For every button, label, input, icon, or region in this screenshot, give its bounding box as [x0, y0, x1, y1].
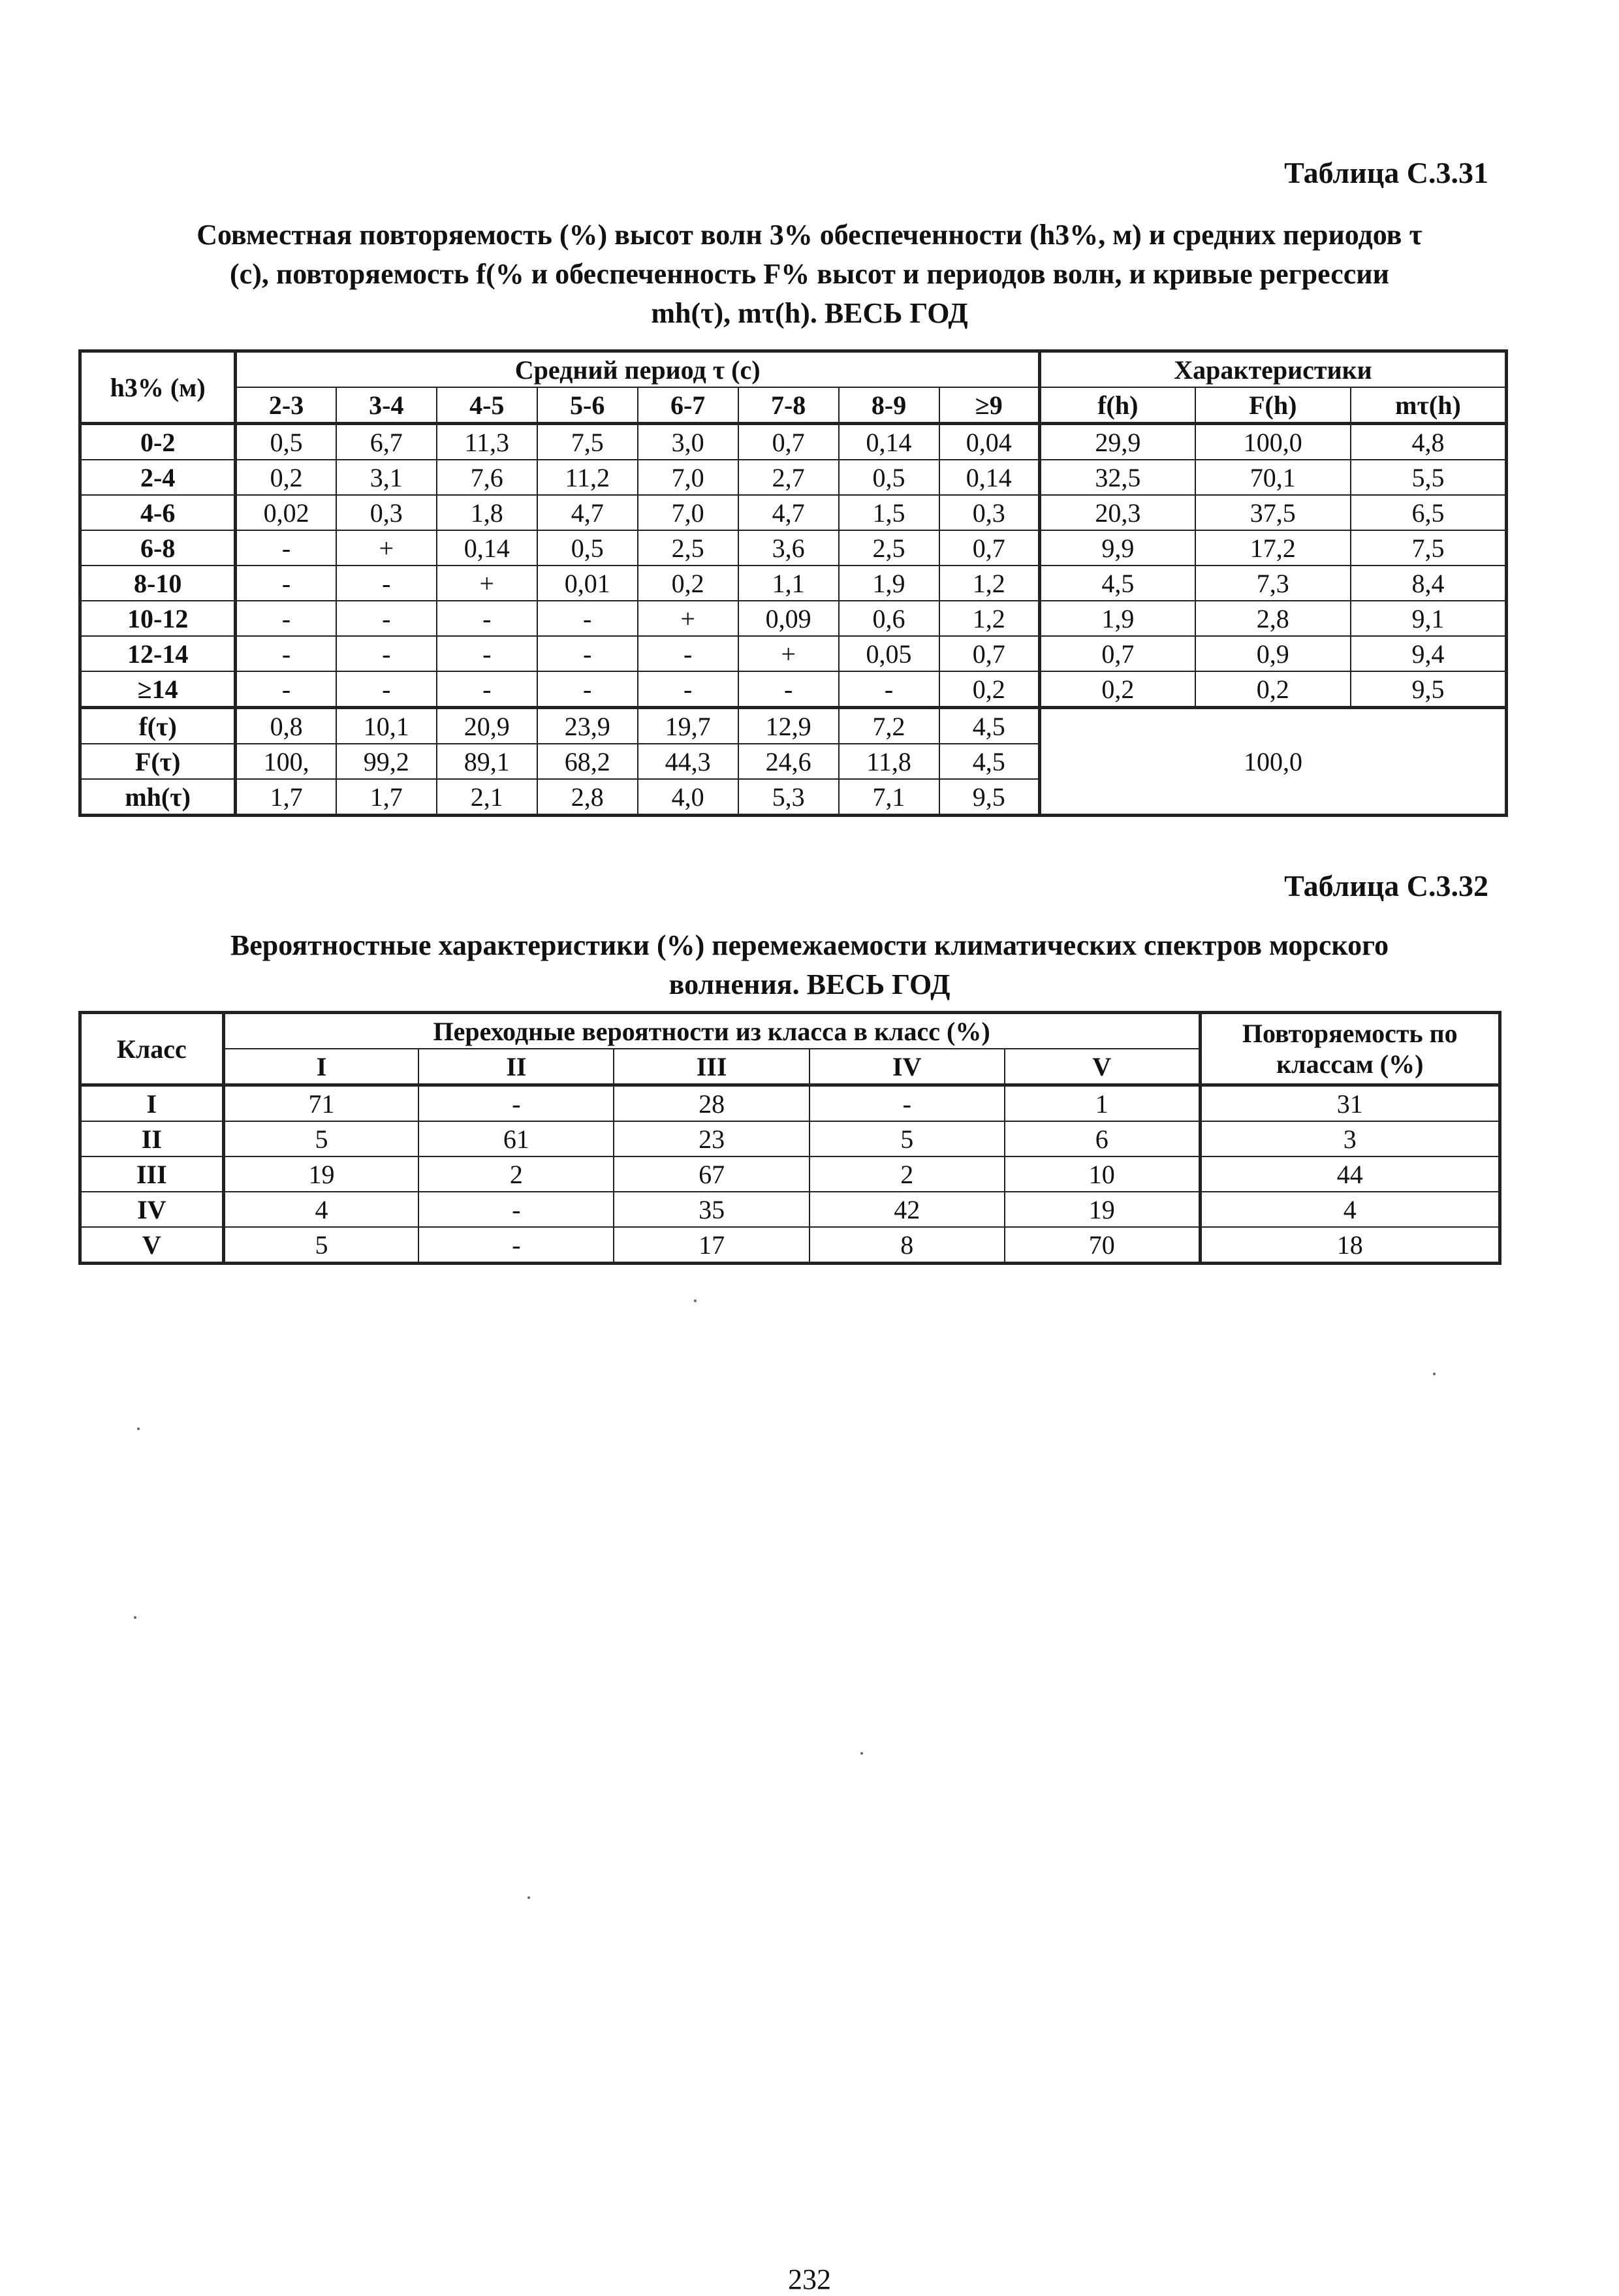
- summary-cell: 23,9: [537, 708, 638, 744]
- summary-row-label: f(τ): [80, 708, 236, 744]
- summary-cell: 7,2: [839, 708, 939, 744]
- frequency-cell: 1,9: [839, 566, 939, 601]
- frequency-cell: 0,2: [939, 671, 1040, 708]
- table2-class-header: Класс: [80, 1013, 224, 1085]
- frequency-cell: 7,0: [638, 460, 738, 495]
- table-row: [80, 636, 1507, 671]
- characteristic-cell: 9,1: [1351, 601, 1507, 636]
- characteristic-cell: 2,8: [1195, 601, 1351, 636]
- height-range-label: 4-6: [80, 495, 236, 530]
- summary-cell: 20,9: [437, 708, 537, 744]
- characteristic-cell: 7,5: [1351, 530, 1507, 566]
- period-column-header: ≥9: [939, 387, 1040, 424]
- frequency-cell: -: [437, 671, 537, 708]
- characteristic-cell: 70,1: [1195, 460, 1351, 495]
- height-range-label: 0-2: [80, 424, 236, 460]
- transition-probability-cell: 67: [614, 1156, 809, 1192]
- table-row: [80, 530, 1507, 566]
- frequency-cell: 1,2: [939, 566, 1040, 601]
- class-label: I: [80, 1085, 224, 1122]
- frequency-cell: -: [236, 566, 336, 601]
- frequency-cell: 0,14: [437, 530, 537, 566]
- frequency-cell: 1,8: [437, 495, 537, 530]
- frequency-cell: -: [638, 636, 738, 671]
- transition-probability-cell: 5: [810, 1121, 1005, 1156]
- frequency-cell: -: [236, 601, 336, 636]
- frequency-cell: 0,2: [236, 460, 336, 495]
- summary-cell: 5,3: [738, 779, 839, 816]
- transition-probability-cell: 17: [614, 1227, 809, 1264]
- characteristic-cell: 4,8: [1351, 424, 1507, 460]
- table-row: [80, 671, 1507, 708]
- frequency-cell: 4,7: [537, 495, 638, 530]
- frequency-cell: -: [336, 636, 437, 671]
- table2-caption-line: Вероятностные характеристики (%) перемежаемости климатических спектров морского: [230, 929, 1389, 961]
- table2-caption: [78, 926, 1541, 1004]
- summary-row-label: F(τ): [80, 744, 236, 779]
- class-label: V: [80, 1227, 224, 1264]
- frequency-cell: 0,02: [236, 495, 336, 530]
- frequency-cell: -: [236, 671, 336, 708]
- frequency-cell: -: [236, 530, 336, 566]
- class-column-header: III: [614, 1049, 809, 1085]
- page-number: 232: [788, 2263, 831, 2295]
- scan-speck: [860, 1752, 863, 1755]
- transition-probability-cell: 4: [223, 1192, 418, 1227]
- period-column-header: 8-9: [839, 387, 939, 424]
- frequency-cell: 0,3: [336, 495, 437, 530]
- class-column-header: II: [418, 1049, 614, 1085]
- frequency-cell: -: [839, 671, 939, 708]
- transition-probability-cell: 71: [223, 1085, 418, 1122]
- height-range-label: 6-8: [80, 530, 236, 566]
- frequency-cell: -: [437, 601, 537, 636]
- characteristic-cell: 5,5: [1351, 460, 1507, 495]
- characteristic-column-header: F(h): [1195, 387, 1351, 424]
- frequency-cell: 6,7: [336, 424, 437, 460]
- frequency-cell: -: [236, 636, 336, 671]
- frequency-cell: 4,7: [738, 495, 839, 530]
- frequency-cell: 7,6: [437, 460, 537, 495]
- summary-cell: 7,1: [839, 779, 939, 816]
- scan-speck: [527, 1896, 530, 1899]
- frequency-cell: 2,7: [738, 460, 839, 495]
- transition-probability-cell: -: [418, 1227, 614, 1264]
- frequency-cell: 0,5: [839, 460, 939, 495]
- frequency-cell: 0,7: [939, 530, 1040, 566]
- class-frequency-cell: 4: [1200, 1192, 1500, 1227]
- table-row: [80, 601, 1507, 636]
- transition-probability-cell: -: [418, 1085, 614, 1122]
- summary-cell: 68,2: [537, 744, 638, 779]
- scan-speck: [137, 1427, 140, 1430]
- table1: [78, 349, 1508, 817]
- frequency-cell: +: [738, 636, 839, 671]
- transition-probability-cell: 5: [223, 1121, 418, 1156]
- characteristic-cell: 100,0: [1195, 424, 1351, 460]
- summary-cell: 10,1: [336, 708, 437, 744]
- frequency-cell: -: [336, 671, 437, 708]
- table-row: [80, 1192, 1500, 1227]
- table1-caption: [78, 215, 1541, 333]
- scan-speck: [134, 1616, 136, 1619]
- frequency-cell: 1,2: [939, 601, 1040, 636]
- frequency-cell: +: [437, 566, 537, 601]
- characteristic-cell: 37,5: [1195, 495, 1351, 530]
- summary-cell: 9,5: [939, 779, 1040, 816]
- table-row: [80, 1121, 1500, 1156]
- characteristic-cell: 17,2: [1195, 530, 1351, 566]
- height-range-label: 10-12: [80, 601, 236, 636]
- summary-cell: 100,: [236, 744, 336, 779]
- frequency-cell: -: [537, 636, 638, 671]
- table-row: [80, 566, 1507, 601]
- transition-probability-cell: 5: [223, 1227, 418, 1264]
- period-column-header: 4-5: [437, 387, 537, 424]
- table2-caption-line: волнения. ВЕСЬ ГОД: [668, 968, 951, 1000]
- frequency-cell: 0,09: [738, 601, 839, 636]
- height-range-label: 2-4: [80, 460, 236, 495]
- frequency-cell: 1,1: [738, 566, 839, 601]
- transition-probability-cell: 8: [810, 1227, 1005, 1264]
- scan-speck: [1433, 1373, 1436, 1375]
- frequency-cell: 0,7: [738, 424, 839, 460]
- frequency-cell: 0,14: [939, 460, 1040, 495]
- table1-caption-line: mh(τ), mτ(h). ВЕСЬ ГОД: [651, 297, 968, 329]
- class-label: II: [80, 1121, 224, 1156]
- frequency-cell: 0,01: [537, 566, 638, 601]
- table2-frequency-header: Повторяемость по классам (%): [1200, 1013, 1500, 1085]
- frequency-cell: +: [336, 530, 437, 566]
- frequency-cell: 3,0: [638, 424, 738, 460]
- frequency-cell: 0,7: [939, 636, 1040, 671]
- table2-number: Таблица С.3.32: [1284, 869, 1488, 902]
- transition-probability-cell: 23: [614, 1121, 809, 1156]
- frequency-cell: -: [336, 601, 437, 636]
- table1-caption-line: (с), повторяемость f(% и обеспеченность F% высот и периодов волн, и кривые регрессии: [230, 258, 1389, 290]
- frequency-cell: -: [437, 636, 537, 671]
- frequency-cell: -: [738, 671, 839, 708]
- period-column-header: 5-6: [537, 387, 638, 424]
- characteristic-cell: 0,2: [1040, 671, 1195, 708]
- transition-probability-cell: 1: [1005, 1085, 1200, 1122]
- characteristic-cell: 9,4: [1351, 636, 1507, 671]
- table1-corner-header: h3% (м): [80, 351, 236, 424]
- summary-cell: 99,2: [336, 744, 437, 779]
- transition-probability-cell: 42: [810, 1192, 1005, 1227]
- frequency-cell: 0,5: [537, 530, 638, 566]
- transition-probability-cell: 35: [614, 1192, 809, 1227]
- frequency-cell: 3,1: [336, 460, 437, 495]
- characteristic-cell: 8,4: [1351, 566, 1507, 601]
- frequency-cell: 0,3: [939, 495, 1040, 530]
- period-column-header: 6-7: [638, 387, 738, 424]
- frequency-cell: 0,6: [839, 601, 939, 636]
- transition-probability-cell: -: [810, 1085, 1005, 1122]
- table1-characteristics-group-header: Характеристики: [1040, 351, 1507, 388]
- table-row: [80, 495, 1507, 530]
- summary-cell: 24,6: [738, 744, 839, 779]
- characteristic-cell: 9,9: [1040, 530, 1195, 566]
- summary-cell: 44,3: [638, 744, 738, 779]
- characteristic-cell: 29,9: [1040, 424, 1195, 460]
- frequency-cell: 3,6: [738, 530, 839, 566]
- transition-probability-cell: 19: [223, 1156, 418, 1192]
- summary-cell: 0,8: [236, 708, 336, 744]
- characteristic-cell: 20,3: [1040, 495, 1195, 530]
- summary-cell: 4,0: [638, 779, 738, 816]
- height-range-label: 8-10: [80, 566, 236, 601]
- transition-probability-cell: 6: [1005, 1121, 1200, 1156]
- frequency-cell: 11,2: [537, 460, 638, 495]
- table2-transition-header: Переходные вероятности из класса в класс (%): [223, 1013, 1200, 1049]
- table-row: [80, 1156, 1500, 1192]
- summary-cell: 89,1: [437, 744, 537, 779]
- transition-probability-cell: 10: [1005, 1156, 1200, 1192]
- summary-cell: 1,7: [236, 779, 336, 816]
- period-column-header: 7-8: [738, 387, 839, 424]
- table-row: [80, 1227, 1500, 1264]
- frequency-cell: 7,0: [638, 495, 738, 530]
- class-column-header: IV: [810, 1049, 1005, 1085]
- frequency-cell: -: [537, 601, 638, 636]
- scan-speck: [694, 1299, 697, 1302]
- transition-probability-cell: 2: [810, 1156, 1005, 1192]
- frequency-cell: 0,05: [839, 636, 939, 671]
- summary-row-label: mh(τ): [80, 779, 236, 816]
- class-column-header: I: [223, 1049, 418, 1085]
- frequency-cell: 7,5: [537, 424, 638, 460]
- summary-cell: 12,9: [738, 708, 839, 744]
- summary-cell: 1,7: [336, 779, 437, 816]
- summary-cell: 2,8: [537, 779, 638, 816]
- frequency-cell: 0,04: [939, 424, 1040, 460]
- characteristic-cell: 1,9: [1040, 601, 1195, 636]
- period-column-header: 3-4: [336, 387, 437, 424]
- frequency-cell: 2,5: [638, 530, 738, 566]
- characteristic-cell: 7,3: [1195, 566, 1351, 601]
- table1-period-group-header: Средний период τ (с): [236, 351, 1040, 388]
- height-range-label: ≥14: [80, 671, 236, 708]
- table2: [78, 1011, 1501, 1265]
- frequency-cell: 1,5: [839, 495, 939, 530]
- frequency-cell: -: [638, 671, 738, 708]
- transition-probability-cell: 2: [418, 1156, 614, 1192]
- characteristic-cell: 0,9: [1195, 636, 1351, 671]
- summary-cell: 4,5: [939, 744, 1040, 779]
- summary-cell: 4,5: [939, 708, 1040, 744]
- summary-row: [80, 708, 1507, 744]
- summary-total-cell: 100,0: [1040, 708, 1507, 816]
- class-frequency-cell: 44: [1200, 1156, 1500, 1192]
- table1-number: Таблица С.3.31: [1284, 156, 1488, 189]
- characteristic-cell: 4,5: [1040, 566, 1195, 601]
- characteristic-cell: 9,5: [1351, 671, 1507, 708]
- transition-probability-cell: 61: [418, 1121, 614, 1156]
- frequency-cell: -: [336, 566, 437, 601]
- frequency-cell: 0,5: [236, 424, 336, 460]
- period-column-header: 2-3: [236, 387, 336, 424]
- table-row: [80, 1085, 1500, 1122]
- characteristic-cell: 0,7: [1040, 636, 1195, 671]
- characteristic-cell: 6,5: [1351, 495, 1507, 530]
- table-row: [80, 424, 1507, 460]
- characteristic-column-header: mτ(h): [1351, 387, 1507, 424]
- transition-probability-cell: 19: [1005, 1192, 1200, 1227]
- frequency-cell: 11,3: [437, 424, 537, 460]
- class-frequency-cell: 3: [1200, 1121, 1500, 1156]
- class-frequency-cell: 31: [1200, 1085, 1500, 1122]
- frequency-cell: +: [638, 601, 738, 636]
- frequency-cell: 0,2: [638, 566, 738, 601]
- characteristic-column-header: f(h): [1040, 387, 1195, 424]
- class-frequency-cell: 18: [1200, 1227, 1500, 1264]
- height-range-label: 12-14: [80, 636, 236, 671]
- table-row: [80, 460, 1507, 495]
- summary-cell: 2,1: [437, 779, 537, 816]
- transition-probability-cell: -: [418, 1192, 614, 1227]
- transition-probability-cell: 28: [614, 1085, 809, 1122]
- characteristic-cell: 0,2: [1195, 671, 1351, 708]
- transition-probability-cell: 70: [1005, 1227, 1200, 1264]
- frequency-cell: 0,14: [839, 424, 939, 460]
- class-label: III: [80, 1156, 224, 1192]
- frequency-cell: 2,5: [839, 530, 939, 566]
- table1-caption-line: Совместная повторяемость (%) высот волн 3% обеспеченности (h3%, м) и средних периодов τ: [196, 219, 1423, 251]
- class-label: IV: [80, 1192, 224, 1227]
- frequency-cell: -: [537, 671, 638, 708]
- summary-cell: 19,7: [638, 708, 738, 744]
- class-column-header: V: [1005, 1049, 1200, 1085]
- summary-cell: 11,8: [839, 744, 939, 779]
- characteristic-cell: 32,5: [1040, 460, 1195, 495]
